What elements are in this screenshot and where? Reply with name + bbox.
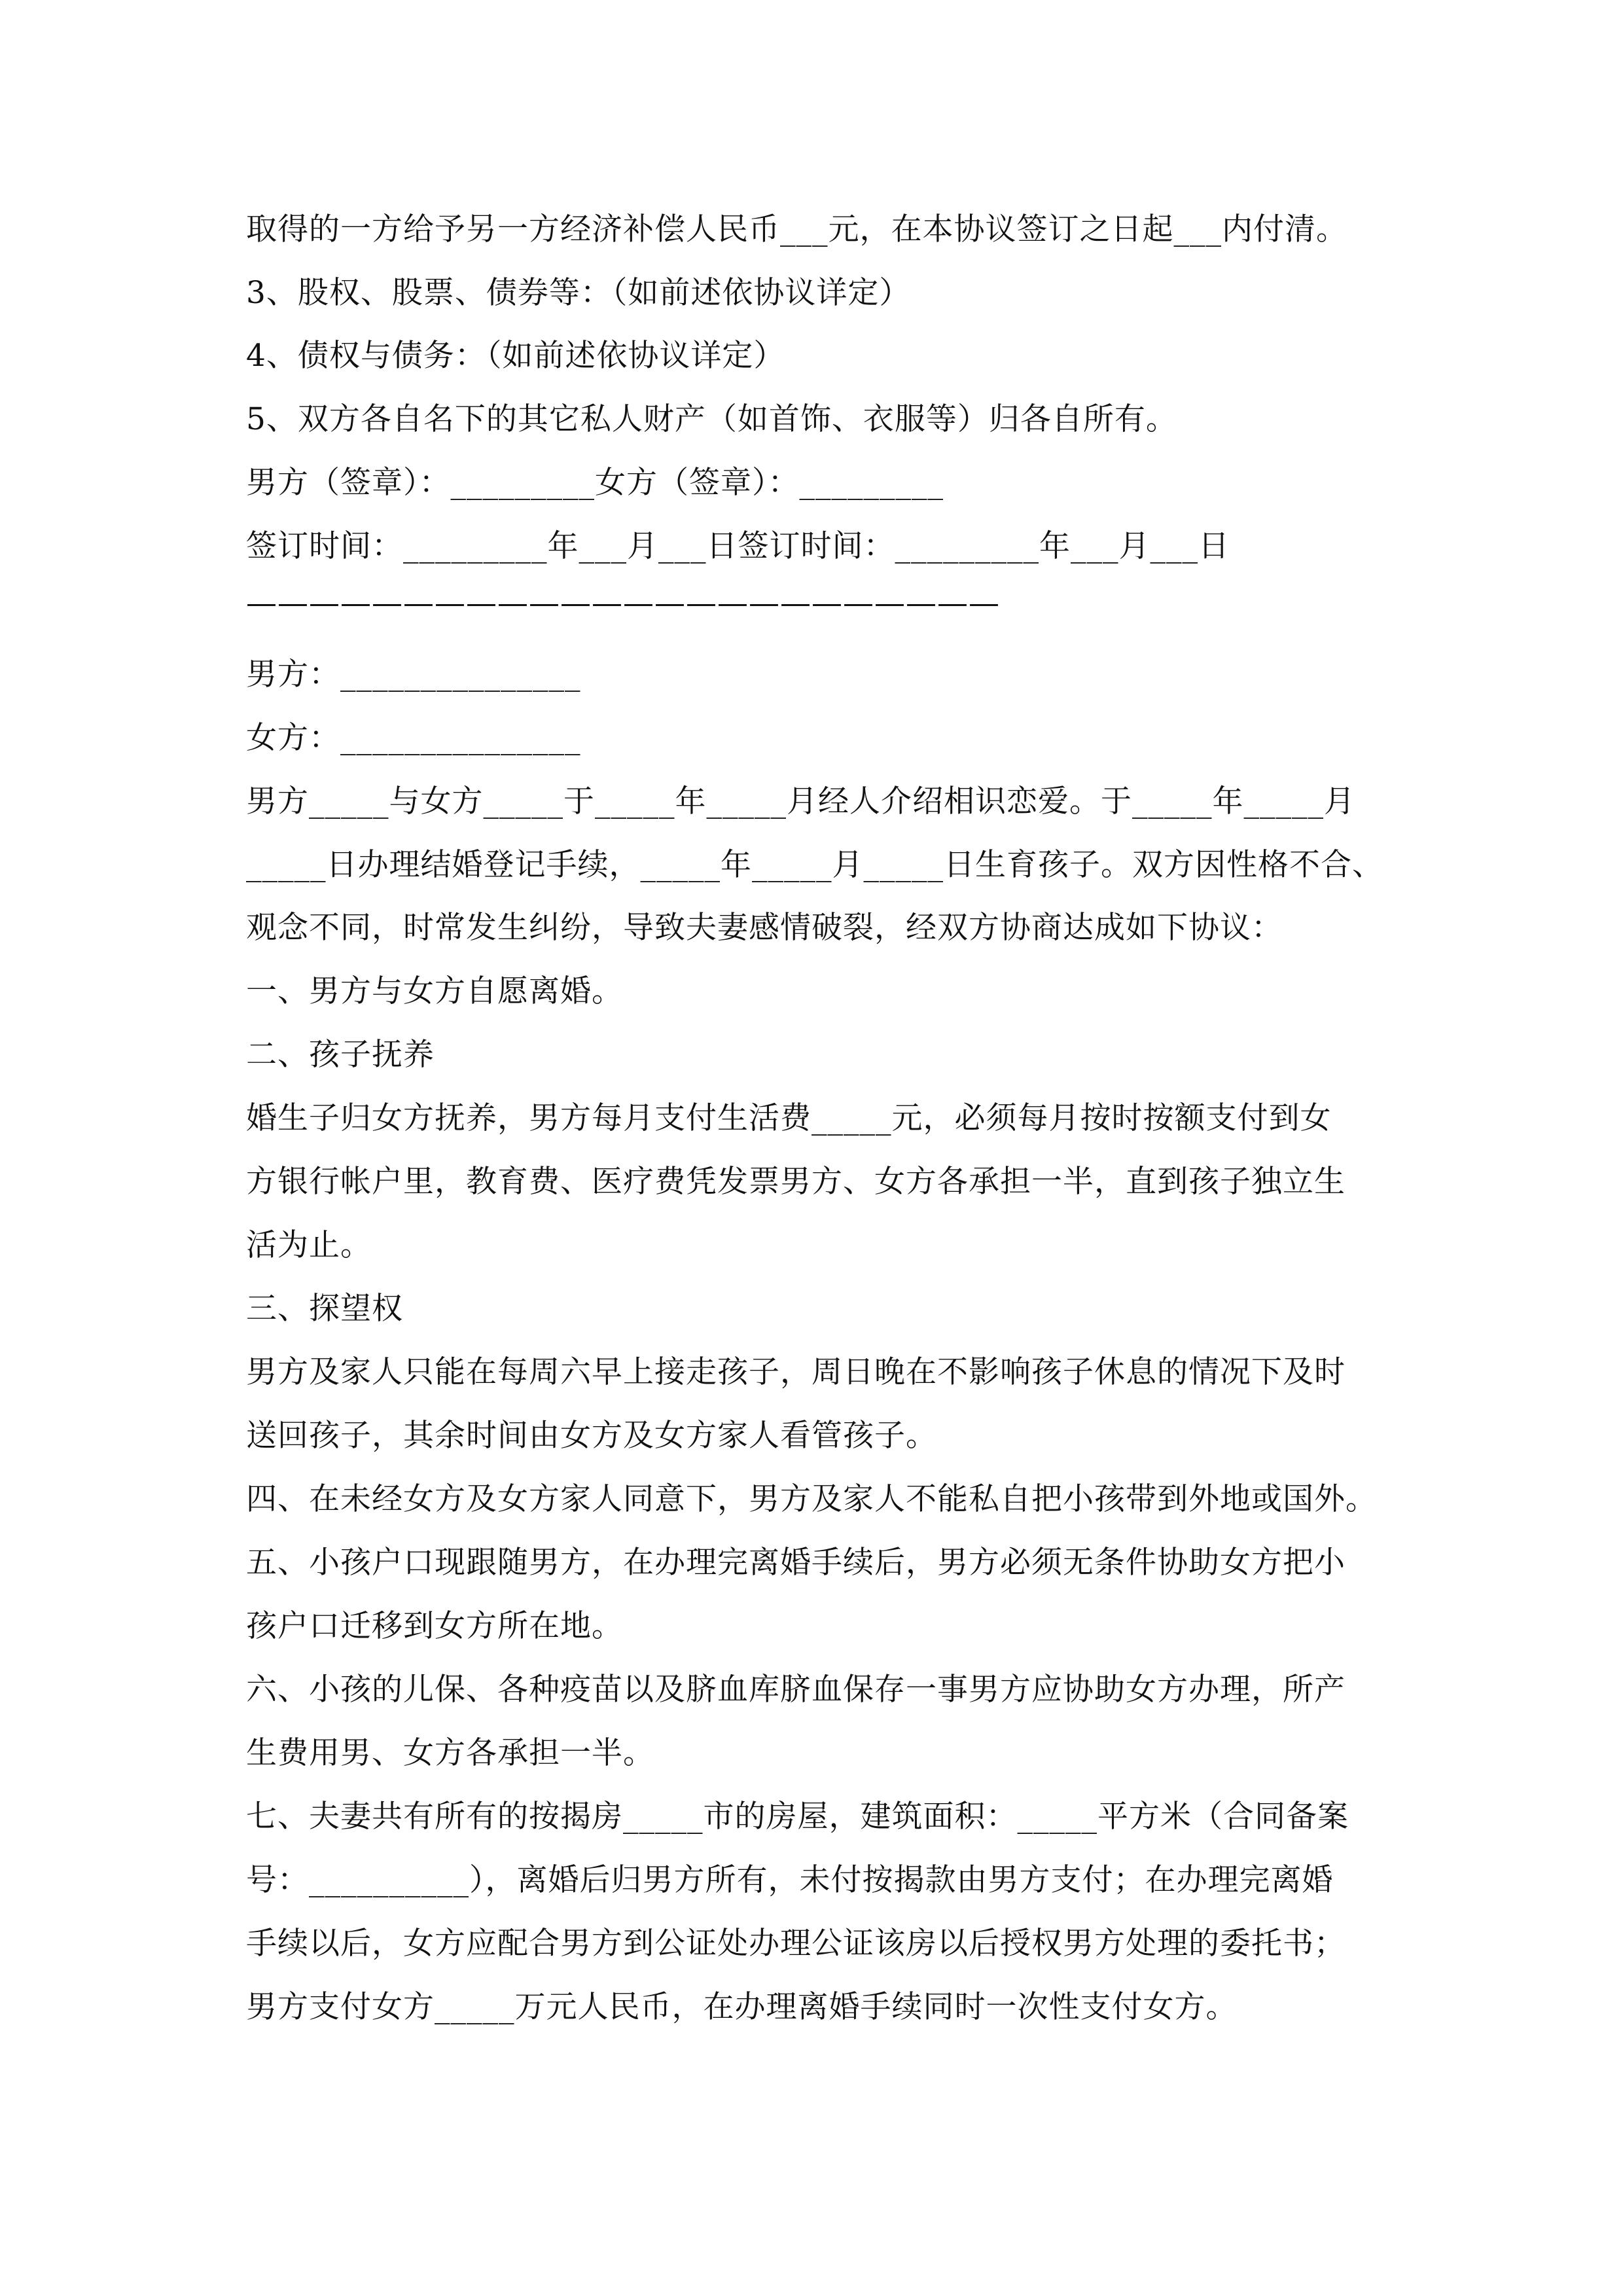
text-line: 方银行帐户里，教育费、医疗费凭发票男方、女方各承担一半，直到孩子独立生 <box>246 1164 1346 1200</box>
text-line: 男方支付女方_____万元人民币，在办理离婚手续同时一次性支付女方。 <box>246 1989 1238 2025</box>
clause-heading: 六、小孩的儿保、各种疫苗以及脐血库脐血保存一事男方应协助女方办理，所产 <box>246 1672 1346 1708</box>
text-line: 男方及家人只能在每周六早上接走孩子，周日晚在不影响孩子休息的情况下及时 <box>246 1354 1346 1390</box>
clause-heading: 一、男方与女方自愿离婚。 <box>246 973 623 1009</box>
text-line: 号：__________），离婚后归男方所有，未付按揭款由男方支付；在办理完离婚 <box>246 1862 1334 1898</box>
clause-heading: 五、小孩户口现跟随男方，在办理完离婚手续后，男方必须无条件协助女方把小 <box>246 1545 1346 1581</box>
clause-heading: 二、孩子抚养 <box>246 1037 435 1073</box>
text-line: 孩户口迁移到女方所在地。 <box>246 1608 623 1644</box>
text-line: 活为止。 <box>246 1227 372 1263</box>
text-line: 取得的一方给予另一方经济补偿人民币___元，在本协议签订之日起___内付清。 <box>246 211 1347 247</box>
text-line: 观念不同，时常发生纠纷，导致夫妻感情破裂，经双方协商达成如下协议： <box>246 910 1283 946</box>
text-line: 5、双方各自名下的其它私人财产（如首饰、衣服等）归各自所有。 <box>246 401 1177 437</box>
signature-line: 男方（签章）：_________女方（签章）：_________ <box>246 465 944 501</box>
text-line: 男方_____与女方_____于_____年_____月经人介绍相识恋爱。于_____年_____月 <box>246 783 1355 819</box>
text-line: _____日办理结婚登记手续，_____年_____月_____日生育孩子。双方因性格不合、 <box>246 847 1383 883</box>
clause-heading: 三、探望权 <box>246 1291 403 1327</box>
text-line: 3、股权、股票、债券等：（如前述依协议详定） <box>246 275 911 311</box>
male-party-line: 男方：_______________ <box>246 656 581 692</box>
text-line: 送回孩子，其余时间由女方及女方家人看管孩子。 <box>246 1418 937 1454</box>
text-line: 婚生子归女方抚养，男方每月支付生活费_____元，必须每月按时按额支付到女 <box>246 1100 1332 1136</box>
clause-heading: 七、夫妻共有所有的按揭房_____市的房屋，建筑面积：_____平方米（合同备案 <box>246 1799 1349 1835</box>
signing-date-line: 签订时间：_________年___月___日签订时间：_________年___月___日 <box>246 528 1230 564</box>
female-party-line: 女方：_______________ <box>246 720 581 756</box>
text-line: 手续以后，女方应配合男方到公证处办理公证该房以后授权男方处理的委托书； <box>246 1926 1346 1962</box>
separator-line: ———————————————————————— <box>246 585 1000 621</box>
text-line: 4、债权与债务：（如前述依协议详定） <box>246 338 785 374</box>
clause-heading: 四、在未经女方及女方家人同意下，男方及家人不能私自把小孩带到外地或国外。 <box>246 1481 1377 1517</box>
text-line: 生费用男、女方各承担一半。 <box>246 1735 654 1771</box>
